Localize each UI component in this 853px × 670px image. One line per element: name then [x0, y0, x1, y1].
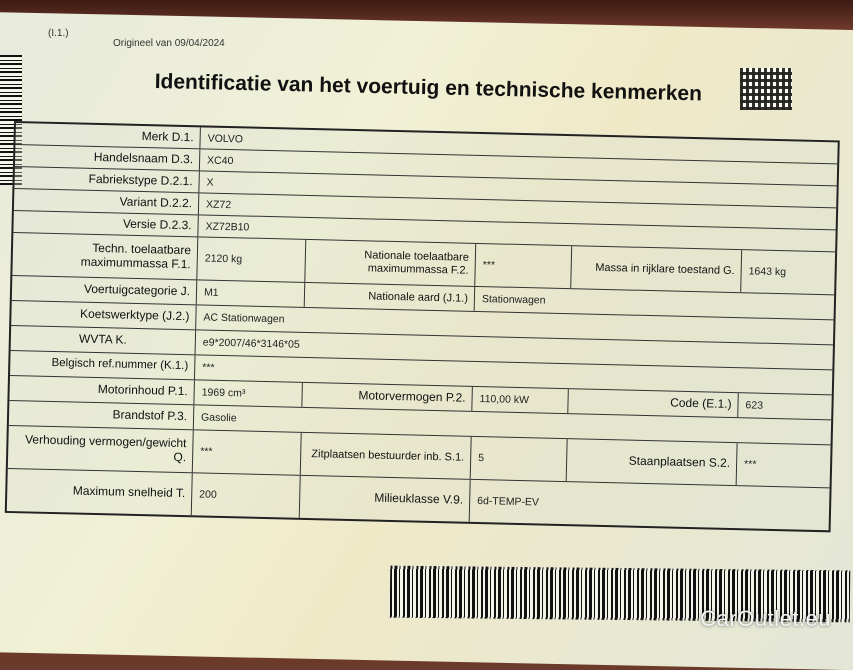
value-variant: XZ72: [205, 198, 232, 211]
original-date: Origineel van 09/04/2024: [113, 38, 225, 49]
label-nat-massa: Nationale toelaatbare maximummassa F.2.: [305, 240, 476, 286]
document-ref: (I.1.): [48, 28, 69, 39]
label-wvta: WVTA K.: [11, 326, 197, 354]
value-handelsnaam: XC40: [206, 154, 234, 167]
label-zitplaatsen: Zitplaatsen bestuurder inb. S.1.: [301, 433, 472, 479]
label-massa-rijklaar: Massa in rijklare toestand G.: [571, 246, 742, 292]
label-koetswerktype: Koetswerktype (J.2.): [11, 301, 197, 329]
label-verhouding: Verhouding vermogen/gewicht Q.: [8, 426, 194, 472]
label-milieuklasse: Milieuklasse V.9.: [300, 476, 471, 522]
value-koetswerktype: AC Stationwagen: [203, 311, 285, 326]
watermark-logo: CarOutlet.eu: [700, 606, 831, 631]
label-motorvermogen: Motorvermogen P.2.: [302, 383, 473, 411]
label-merk: Merk D.1.: [15, 123, 200, 148]
value-staanplaatsen: ***: [743, 458, 757, 471]
value-versie: XZ72B10: [205, 220, 250, 234]
value-max-snelheid: 200: [192, 473, 301, 518]
label-variant: Variant D.2.2.: [14, 189, 199, 214]
label-nationale-aard: Nationale aard (J.1.): [305, 283, 476, 311]
label-voertuigcategorie: Voertuigcategorie J.: [12, 276, 198, 304]
label-belgisch-ref: Belgisch ref.nummer (K.1.): [10, 351, 196, 379]
page-title: Identificatie van het voertuig en technische kenmerken: [154, 70, 703, 106]
label-brandstof: Brandstof P.3.: [9, 401, 195, 429]
value-wvta: e9*2007/46*3146*05: [202, 336, 300, 351]
value-merk: VOLVO: [207, 132, 244, 145]
qr-code: [740, 68, 792, 110]
value-brandstof: Gasolie: [200, 411, 237, 425]
label-fabriekstype: Fabriekstype D.2.1.: [14, 167, 199, 192]
vehicle-data-table: [5, 121, 840, 532]
value-techn-massa: 2120 kg: [197, 237, 306, 282]
value-verhouding: ***: [193, 430, 302, 475]
value-milieuklasse: 6d-TEMP-EV: [477, 495, 540, 509]
label-staanplaatsen: Staanplaatsen S.2.: [567, 439, 738, 485]
value-belgisch-ref: ***: [202, 361, 215, 374]
value-motorinhoud: 1969 cm³: [194, 380, 303, 407]
label-versie: Versie D.2.3.: [13, 211, 198, 236]
value-fabriekstype: X: [206, 176, 214, 189]
value-nat-massa: ***: [475, 244, 572, 288]
value-massa-rijklaar: 1643 kg: [748, 265, 787, 279]
value-nationale-aard: Stationwagen: [481, 293, 546, 307]
label-motorinhoud: Motorinhoud P.1.: [9, 376, 195, 404]
label-techn-massa: Techn. toelaatbare maximummassa F.1.: [12, 233, 198, 279]
value-code: 623: [745, 399, 764, 412]
label-code: Code (E.1.): [568, 389, 739, 417]
label-handelsnaam: Handelsnaam D.3.: [15, 145, 200, 170]
value-motorvermogen: 110,00 kW: [472, 387, 569, 413]
value-zitplaatsen: 5: [471, 437, 568, 481]
value-voertuigcategorie: M1: [197, 280, 306, 307]
label-max-snelheid: Maximum snelheid T.: [7, 469, 193, 515]
